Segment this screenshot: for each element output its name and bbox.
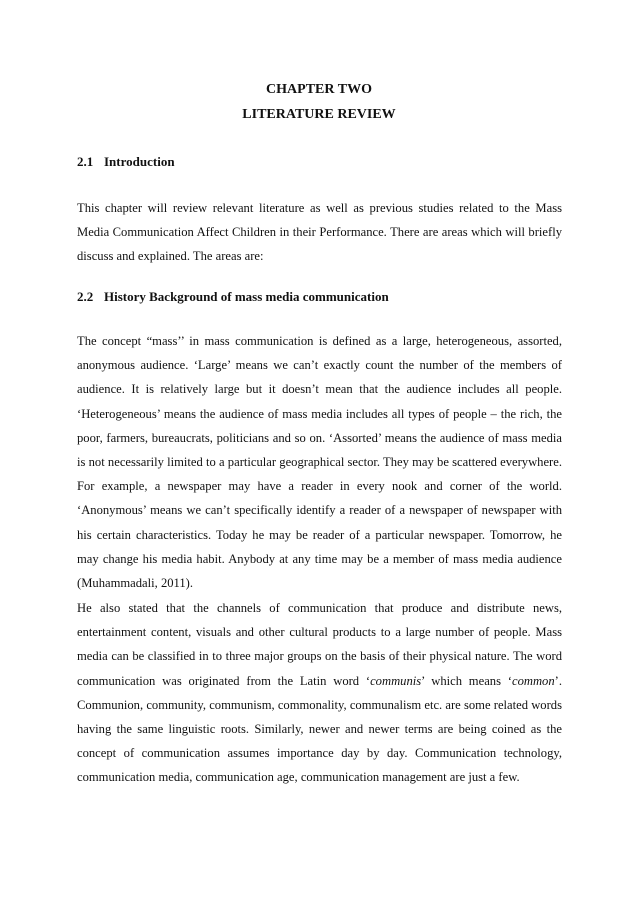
paragraph-text: ’ which means ‘	[421, 673, 512, 688]
section-heading-history	[77, 288, 389, 306]
latin-term: common	[511, 673, 555, 688]
paragraph-text: ’. Communion, community, communism, commonality, communalism etc. are some related words having the same linguistic roots. Similarly, newer and newer terms are being coined as the concept of communication assumes importance day by day. Communication technology, communication media, communication age, communication management are just a few.	[77, 673, 562, 785]
section-heading-introduction	[77, 153, 175, 171]
paragraph-mass-concept: The concept “mass’’ in mass communication is defined as a large, heterogeneous, assorted, anonymous audience. ‘Large’ means we can’t exactly count the number of the members of audience. It is relatively large but it doesn’t mean that the audience includes all people. ‘Heterogeneous’ means the audience of mass media includes all types of people – the rich, the poor, farmers, bureaucrats, politicians and so on. ‘Assorted’ means the audience of mass media is not necessarily limited to a particular geographical sector. They may be scattered everywhere. For example, a newspaper may have a reader in every nook and corner of the world. ‘Anonymous’ means we can’t specifically identify a reader of a newspaper of newspaper with his certain characteristics. Today he may be reader of a particular newspaper. Tomorrow, he may change his media habit. Anybody at any time may be a member of mass media audience (Muhammadali, 2011).	[77, 334, 562, 591]
paragraph-text: He also stated that the channels of communication that produce and distribute news, entertainment content, visuals and other cultural products to a large number of people. Mass media can be classified in to three major groups on the basis of their physical nature. The word communication was originated from the Latin word ‘	[77, 601, 562, 688]
section-heading-text: Introduction	[104, 154, 175, 169]
chapter-title: CHAPTER TWO	[266, 82, 372, 97]
paragraph-introduction: This chapter will review relevant literature as well as previous studies related to the Mass Media Communication Affect Children in their Performance. There are areas which will briefly discuss and explained. The areas are:	[77, 201, 562, 264]
section-number: 2.1	[77, 154, 94, 169]
paragraph-channels	[77, 596, 562, 790]
latin-term: communis	[370, 673, 422, 688]
section-heading-text: History Background of mass media communication	[104, 289, 389, 304]
section-number: 2.2	[77, 289, 94, 304]
chapter-subtitle: LITERATURE REVIEW	[242, 107, 396, 122]
